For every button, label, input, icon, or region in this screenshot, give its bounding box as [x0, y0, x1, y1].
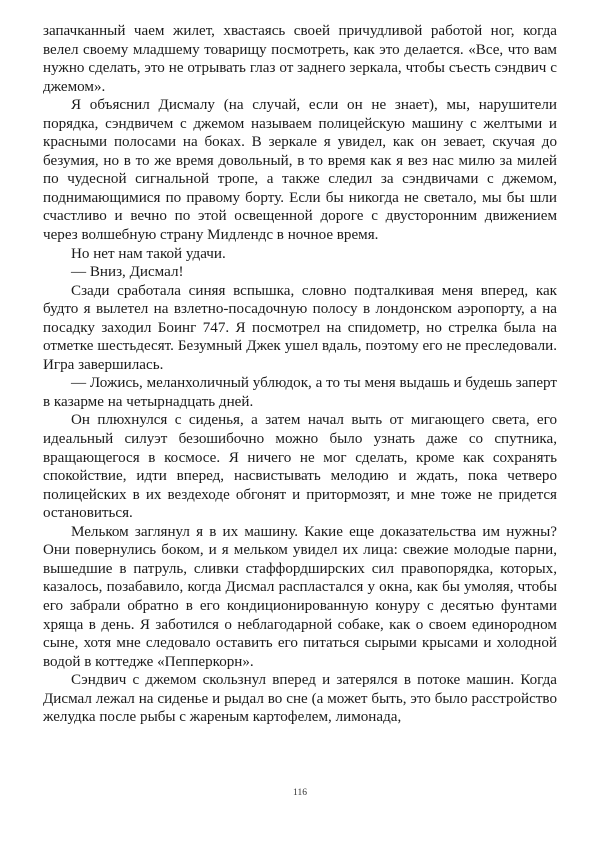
- paragraph-8: Мельком заглянул я в их машину. Какие еще доказательства им нужны? Они повернулись боком, и я мельком увидел их лица: свежие молодые парни, вышедшие в патруль, сливки стаффордширских сил правопорядка, которых, казалось, позабавило, когда Дисмал распластался у окна, как бы умоляя, чтобы его забрали обратно в его кондиционированную конуру с десятью фунтами хряща в день. Я заботился о неблагодарной собаке, как о своем единородном сыне, хотя мне следовало оставить его питаться сырыми крысами и холодной водой в коттедже «Пепперкорн».: [43, 523, 557, 670]
- paragraph-4: — Вниз, Дисмал!: [71, 264, 184, 281]
- page-number: 116: [293, 788, 307, 798]
- paragraph-2: Я объяснил Дисмалу (на случай, если он не знает), мы, нарушители порядка, сэндвичем с джемом называем полицейскую машину с желтыми и красными полосами на боках. В зеркале я увидел, как он зевает, скучая до безумия, но в то же время довольный, в то время как я вез нас милю за милей по чудесной сигнальной тропе, а также следил за сэндвичами с джемом, поднимающимися по правому борту. Если бы никогда не светало, мы бы шли счастливо и вечно по этой освещенной дороге с двусторонним движением через волшебную страну Мидлендс в ночное время.: [43, 97, 557, 244]
- paragraph-1: запачканный чаем жилет, хвастаясь своей причудливой работой ног, когда велел своему младшему товарищу посмотреть, как это делается. «Все, что вам нужно сделать, это не отрывать глаз от заднего зеркала, чтобы съесть сэндвич с джемом».: [43, 23, 557, 95]
- paragraph-3: Но нет нам такой удачи.: [71, 245, 226, 262]
- paragraph-5: Сзади сработала синяя вспышка, словно подталкивая меня вперед, как будто я вылетел на взлетно-посадочную полосу в лондонском аэропорту, а на посадку заходил Боинг 747. Я посмотрел на спидометр, но стрелка была на отметке шестьдесят. Безумный Джек ушел вдаль, поэтому его не преследовали. Игра завершилась.: [43, 282, 557, 373]
- paragraph-9: Сэндвич с джемом скользнул вперед и затерялся в потоке машин. Когда Дисмал лежал на сиденье и рыдал во сне (а может быть, это было расстройство желудка после рыбы с жареным картофелем, лимонада,: [43, 672, 557, 726]
- paragraph-6: — Ложись, меланхоличный ублюдок, а то ты меня выдашь и будешь заперт в казарме на четырнадцать дней.: [43, 375, 557, 410]
- paragraph-7: Он плюхнулся с сиденья, а затем начал выть от мигающего света, его идеальный силуэт безошибочно можно было узнать даже со спутника, вращающегося в космосе. Я ничего не мог сделать, кроме как сохранять спокойствие, идти вперед, насвистывать мелодию и ждать, пока четверо полицейских в их вездеходе обгонят и притормозят, и мне тоже не придется остановиться.: [43, 412, 557, 522]
- document-page-body: [43, 22, 557, 727]
